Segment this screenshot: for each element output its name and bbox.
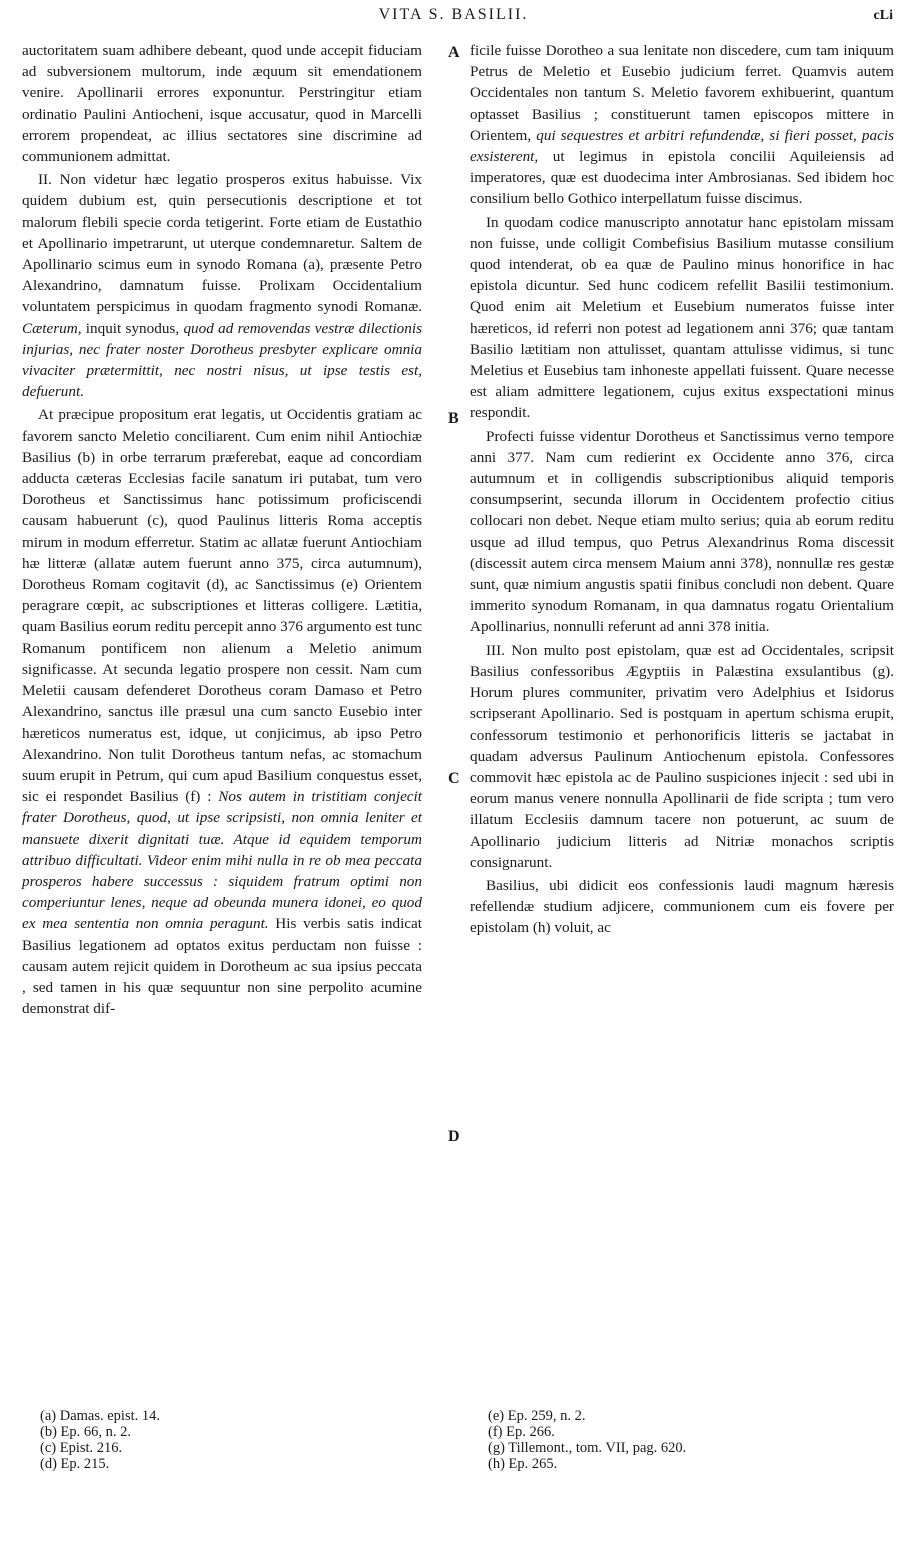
- left-p2-italic-1: Cæterum,: [22, 319, 82, 337]
- running-title: VITA S. BASILII.: [378, 6, 529, 23]
- right-paragraph-1: [470, 40, 894, 210]
- left-p2-mid: inquit synodus,: [81, 319, 184, 337]
- footnote-g: (g) Tillemont., tom. VII, pag. 620.: [488, 1440, 687, 1456]
- right-paragraph-2: In quodam codice manuscripto annotatur hanc epistolam missam non fuisse, unde colligit Combefisius Basilium mutasse consilium quod intenderat, ob ea quæ de Paulino minus honorifice in hac epistola dicuntur. Sed hunc codicem refellit Basilii testimonium. Quod enim ait Meletium et Eusebium numeratos fuisse inter hæreticos, id referri non potest ad legationem anni 376; quæ tantam Basilio lætitiam non attulisset, quantam attulisse vidimus, si tunc Meletius et Eusebius tam inhoneste appellati fuissent. Quare necesse est aliam admittere legationem, cujus exitus exspectationi minus respondit.: [470, 213, 894, 422]
- right-p1-tail: ut legimus in epistola concilii Aquileiensis ad imperatores, quæ est duodecima inter Ambrosianas. Sed ibidem hoc consilium bello Gothico interpellatum fuisse discimus.: [470, 148, 894, 208]
- footnote-h: (h) Ep. 265.: [488, 1456, 558, 1472]
- right-p1-italic: qui sequestres et arbitri refundendæ, si fieri posset, pacis exsisterent,: [470, 126, 894, 166]
- left-paragraph-1: auctoritatem suam adhibere debeant, quod unde accepit fiduciam ad subversionem multorum, inde æquum sit emendationem venire. Apollinarii errores exponuntur. Perstringitur etiam ordinatio Paulini Antiocheni, isque accusatur, quod in Marcelli errorem propendeat, ac illius sectatores sine discrimine ad communionem admittat.: [22, 42, 422, 166]
- left-paragraph-3: [22, 404, 422, 1019]
- footnote-c: (c) Epist. 216.: [40, 1440, 123, 1456]
- right-p1-text: ficile fuisse Dorotheo a sua lenitate non discedere, cum tam iniquum Petrus de Meletio et Eusebio judicium ferret. Quamvis autem Occidentales non tantum S. Meletio favorem exhibuerint, quantum optasset Basilius ; constituerunt tamen episcopos mittere in Orientem,: [470, 42, 894, 144]
- footnote-e: (e) Ep. 259, n. 2.: [488, 1408, 586, 1424]
- left-p3-text: At præcipue propositum erat legatis, ut Occidentis gratiam ac favorem sancto Meletio conciliarent. Cum enim nihil Antiochiæ Basilius (b) in orbe terrarum præferebat, eaque ad concordiam adducta cæteras Ecclesias facile sanatum iri putabat, tum vero Dorotheus et Sanctissimus hanc potissimum proficiscendi causam habuerunt (c), quod Paulinus litteris Roma acceptis mirum in modum efferretur. Statim ac allatæ fuerunt Antiochiam hæ litteræ (allatæ autem fuerunt anno 375, circa autumnum), Dorotheus Romam cogitavit (d), ac Sanctissimus (e) Orientem peragrare cœpit, ac subscriptiones et litteras colligere. Lætitia, quam Basilius eorum reditu percepit anno 376 argumento est tunc Romanum pontificem non alienum a Meletio animum significasse. At secunda legatio prospere non cessit. Nam cum Meletii causam defenderet Dorotheus coram Damaso et Petro Alexandrino, sanctus ille præsul una cum sancto Eusebio inter hæreticos numeratus est, idque, ut conjicimus, ab ipso Petro Alexandrino. Non tulit Dorotheus tantum nefas, ac stomachum suum erupit in Petrum, qui cum apud Basilium conquestus esset, sic ei respondet Basilius (f) :: [22, 406, 422, 806]
- footnote-a: (a) Damas. epist. 14.: [40, 1408, 160, 1424]
- footnotes-right: [488, 1408, 686, 1472]
- left-p2-text: II. Non videtur hæc legatio prosperos exitus habuisse. Vix quidem dubium est, quin persecutionis descriptione et tot malorum flebili specie corda tetigerint. Forte etiam de Eustathio et Apollinario impetrarunt, ut uterque condemnaretur. Saltem de Apollinario scimus eum in synodo Romana (a), præsente Petro Alexandrino, damnatum fuisse. Prolixam Occidentalium voluntatem perspicimus in quodam fragmento synodi Romanæ.: [22, 171, 422, 316]
- footnote-d: (d) Ep. 215.: [40, 1456, 110, 1472]
- right-column: [470, 40, 894, 939]
- right-paragraph-4: III. Non multo post epistolam, quæ est ad Occidentales, scripsit Basilius confessoribus Ægyptiis in Palæstina exsulantibus (g). Horum plures communiter, privatim vero Adelphius et Isidorus scripserant Apollinario. Sed is postquam in apertum schisma erupit, confessorum testimonio et perhonorificis litteris se jactabat in quadam adversus Paulinum Antiochenum epistola. Confessores commovit hæc epistola ac de Paulino suspiciones injecit : sed ubi in eorum manus venere nonnulla Apollinarii de fide scripta ; tum vero illatum Ecclesiis damnum tacere non potuerunt, ac suum de Apollinario judicium litteris ad Nitriæ monachos scriptis consignarunt.: [470, 641, 894, 871]
- footnote-b: (b) Ep. 66, n. 2.: [40, 1424, 132, 1440]
- left-p2-italic-2: quod ad removendas vestræ dilectionis injurias, nec frater noster Dorotheus presbyter explicare omnia vivaciter prætermittit, nec nostri nisus, ut ipse testis est, defuerunt.: [22, 319, 422, 401]
- right-paragraph-3: Profecti fuisse videntur Dorotheus et Sanctissimus verno tempore anni 377. Nam cum redierint ex Occidente anno 376, circa autumnum et in colligendis subscriptionibus aliquid temporis consumpserint, secunda illorum in Occidentem profectio citius collocari non debet. Neque etiam multo serius; quia ab eorum reditu usque ad illud tempus, quo Petrus Alexandrinus Roma discessit (discessit autem circa mensem Maium anni 378), nonnullæ res gestæ sunt, quæ nimium angustis spatii finibus concludi non debent. Quare immerito synodum Romanam, in qua damnatus rogatu Orientalium Apollinarius, nonnulli referunt ad anni 378 initia.: [470, 427, 894, 636]
- page-number: cLi: [873, 8, 893, 23]
- margin-letter-b: B: [448, 410, 459, 427]
- footnotes-left: [40, 1408, 160, 1472]
- margin-letter-c: C: [448, 770, 460, 787]
- left-column: [22, 40, 422, 1019]
- margin-letter-a: A: [448, 44, 460, 61]
- left-p3-tail: His verbis satis indicat Basilius legationem ad optatos exitus perductam non fuisse : causam autem rejicit quidem in Dorotheum ac sua ipsius peccata , sed tamen in his quæ sequuntur non sine perpolito acumine demonstrat dif-: [22, 915, 422, 1018]
- footnote-f: (f) Ep. 266.: [488, 1424, 555, 1440]
- margin-letter-d: D: [448, 1128, 460, 1145]
- left-p3-italic: Nos autem in tristitiam conjecit frater Dorotheus, quod, ut ipse scripsisti, non omnia leniter et mansuete dixerit dignitati tuæ. Atque id equidem temporum attribuo difficultati. Videor enim mihi nulla in re ob mea peccata prosperos habere successus : siquidem fratrum optimi non comperiuntur lenes, neque ad obeunda munera idonei, eo quod ex mea sententia non omnia peragunt.: [22, 788, 422, 933]
- left-paragraph-2: [22, 169, 422, 402]
- right-paragraph-5: Basilius, ubi didicit eos confessionis laudi magnum hæresis refellendæ studium adjicere, communionem cum eis fovere per epistolam (h) voluit, ac: [470, 876, 894, 937]
